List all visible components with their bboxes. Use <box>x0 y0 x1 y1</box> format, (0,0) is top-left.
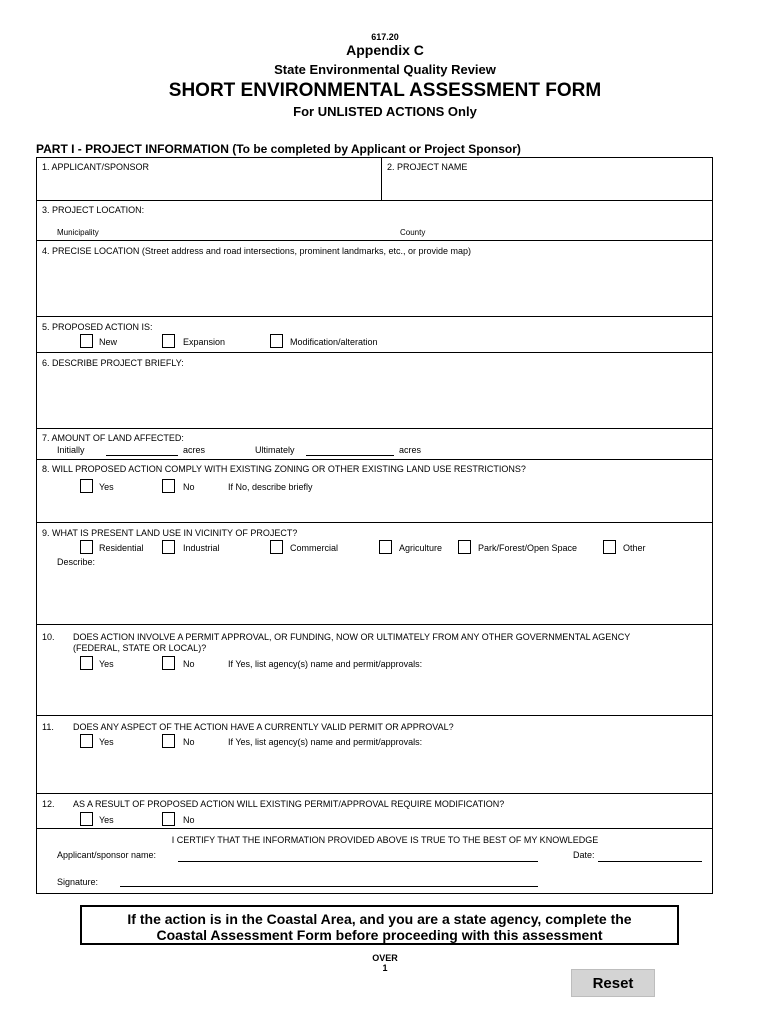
divider <box>36 828 713 829</box>
applicant-name-label: Applicant/sponsor name: <box>57 850 157 860</box>
certify-statement: I CERTIFY THAT THE INFORMATION PROVIDED ABOVE IS TRUE TO THE BEST OF MY KNOWLEDGE <box>171 835 599 845</box>
part1-heading: PART I - PROJECT INFORMATION (To be completed by Applicant or Project Sponsor) <box>36 142 521 156</box>
agriculture-checkbox[interactable] <box>379 540 392 554</box>
other-label: Other <box>623 543 646 553</box>
residential-label: Residential <box>99 543 144 553</box>
precise-location-label: 4. PRECISE LOCATION (Street address and road intersections, prominent landmarks, etc., or provide map) <box>42 246 472 256</box>
acres-unit-label: acres <box>183 445 206 455</box>
park-forest-label: Park/Forest/Open Space <box>478 543 578 553</box>
signature-label: Signature: <box>57 877 99 887</box>
zoning-note: If No, describe briefly <box>228 482 313 492</box>
industrial-label: Industrial <box>183 543 220 553</box>
yes-label: Yes <box>99 482 114 492</box>
column-divider <box>381 157 382 200</box>
q12-number: 12. <box>42 799 55 809</box>
modification-option-label: Modification/alteration <box>290 337 378 347</box>
q11-number: 11. <box>42 722 54 732</box>
acres-unit-label: acres <box>399 445 422 455</box>
q10-label: DOES ACTION INVOLVE A PERMIT APPROVAL, OR FUNDING, NOW OR ULTIMATELY FROM ANY OTHER GOVERNMENTAL AGENCY <box>73 632 631 642</box>
commercial-checkbox[interactable] <box>270 540 283 554</box>
initially-acres-field[interactable] <box>106 455 178 456</box>
permit-no-checkbox[interactable] <box>162 656 175 670</box>
divider <box>36 522 713 523</box>
describe-label: Describe: <box>57 557 96 567</box>
expansion-checkbox[interactable] <box>162 334 175 348</box>
form-code: 617.20 <box>371 32 399 42</box>
q10-number: 10. <box>42 632 55 642</box>
q11-label: DOES ANY ASPECT OF THE ACTION HAVE A CURRENTLY VALID PERMIT OR APPROVAL? <box>73 722 454 732</box>
modification-checkbox[interactable] <box>270 334 283 348</box>
land-affected-label: 7. AMOUNT OF LAND AFFECTED: <box>42 433 184 443</box>
form-frame <box>36 157 713 894</box>
yes-label: Yes <box>99 659 114 669</box>
page-title: SHORT ENVIRONMENTAL ASSESSMENT FORM <box>168 80 602 101</box>
modification-yes-checkbox[interactable] <box>80 812 93 826</box>
commercial-label: Commercial <box>290 543 339 553</box>
valid-permit-no-checkbox[interactable] <box>162 734 175 748</box>
valid-permit-note: If Yes, list agency(s) name and permit/approvals: <box>228 737 423 747</box>
permit-note: If Yes, list agency(s) name and permit/approvals: <box>228 659 423 669</box>
new-checkbox[interactable] <box>80 334 93 348</box>
park-forest-checkbox[interactable] <box>458 540 471 554</box>
zoning-yes-checkbox[interactable] <box>80 479 93 493</box>
expansion-option-label: Expansion <box>183 337 226 347</box>
initially-label: Initially <box>57 445 85 455</box>
yes-label: Yes <box>99 815 114 825</box>
coastal-notice-line1: If the action is in the Coastal Area, and you are a state agency, complete the <box>127 911 632 927</box>
zoning-no-checkbox[interactable] <box>162 479 175 493</box>
appendix-label: Appendix C <box>346 42 424 58</box>
reset-button[interactable]: Reset <box>571 969 655 997</box>
municipality-label: Municipality <box>57 228 99 237</box>
divider <box>36 715 713 716</box>
applicant-name-field[interactable] <box>178 861 538 862</box>
other-checkbox[interactable] <box>603 540 616 554</box>
project-location-label: 3. PROJECT LOCATION: <box>42 205 145 215</box>
applicant-label: 1. APPLICANT/SPONSOR <box>42 162 150 172</box>
divider <box>36 200 713 201</box>
over-label: OVER <box>372 953 398 963</box>
describe-project-label: 6. DESCRIBE PROJECT BRIEFLY: <box>42 358 184 368</box>
divider <box>36 240 713 241</box>
land-use-label: 9. WHAT IS PRESENT LAND USE IN VICINITY OF PROJECT? <box>42 528 298 538</box>
county-label: County <box>400 228 426 237</box>
coastal-notice <box>80 905 679 945</box>
valid-permit-yes-checkbox[interactable] <box>80 734 93 748</box>
q10-label-cont: (FEDERAL, STATE OR LOCAL)? <box>73 643 207 653</box>
no-label: No <box>183 815 195 825</box>
signature-field[interactable] <box>120 886 538 887</box>
no-label: No <box>183 737 195 747</box>
divider <box>36 624 713 625</box>
coastal-notice-line2: Coastal Assessment Form before proceeding with this assessment <box>156 927 603 943</box>
agriculture-label: Agriculture <box>399 543 443 553</box>
proposed-action-label: 5. PROPOSED ACTION IS: <box>42 322 153 332</box>
new-option-label: New <box>99 337 118 347</box>
zoning-label: 8. WILL PROPOSED ACTION COMPLY WITH EXISTING ZONING OR OTHER EXISTING LAND USE RESTRICTIONS? <box>42 464 526 474</box>
divider <box>36 316 713 317</box>
industrial-checkbox[interactable] <box>162 540 175 554</box>
divider <box>36 428 713 429</box>
ultimately-label: Ultimately <box>255 445 295 455</box>
no-label: No <box>183 482 195 492</box>
no-label: No <box>183 659 195 669</box>
divider <box>36 352 713 353</box>
q12-label: AS A RESULT OF PROPOSED ACTION WILL EXISTING PERMIT/APPROVAL REQUIRE MODIFICATION? <box>73 799 505 809</box>
review-label: State Environmental Quality Review <box>274 62 496 77</box>
modification-no-checkbox[interactable] <box>162 812 175 826</box>
yes-label: Yes <box>99 737 114 747</box>
project-name-label: 2. PROJECT NAME <box>387 162 468 172</box>
divider <box>36 793 713 794</box>
residential-checkbox[interactable] <box>80 540 93 554</box>
page-number: 1 <box>382 963 388 973</box>
date-field[interactable] <box>598 861 702 862</box>
date-label: Date: <box>573 850 595 860</box>
ultimately-acres-field[interactable] <box>306 455 394 456</box>
divider <box>36 459 713 460</box>
page-subtitle: For UNLISTED ACTIONS Only <box>293 104 477 119</box>
permit-yes-checkbox[interactable] <box>80 656 93 670</box>
